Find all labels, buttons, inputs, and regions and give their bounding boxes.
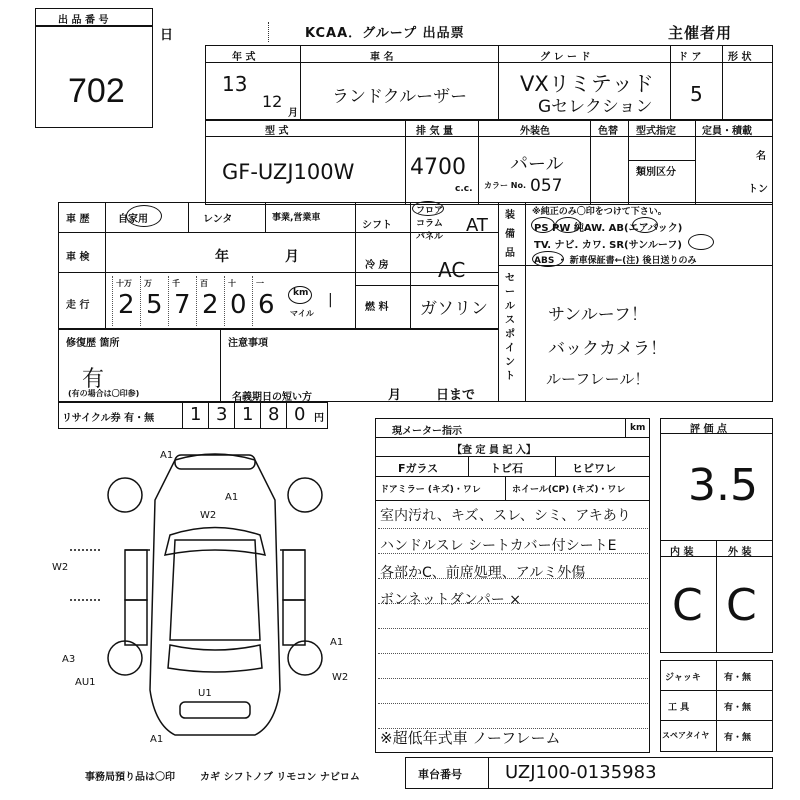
sales-point-3: ルーフレール！ — [546, 370, 650, 388]
chassis-value: UZJ100-0135983 — [505, 762, 657, 783]
tire-rear-right — [288, 641, 322, 675]
mileage-digit: 0 — [230, 290, 247, 320]
mileage-digit-label: 一 — [256, 279, 264, 288]
mark-2: A1 — [225, 492, 239, 503]
recycle-digit: 1 — [242, 404, 254, 425]
mileage-digit: 6 — [258, 290, 275, 320]
inspection-year: 年 — [215, 249, 229, 265]
shape-label: 形 状 — [728, 52, 752, 63]
recycle-digit: 3 — [216, 404, 228, 425]
mark-6: W2 — [332, 672, 349, 683]
evaluation-label: 評 価 点 — [690, 424, 727, 435]
mileage-digit: 2 — [202, 290, 219, 320]
stamp-char: 日 — [160, 28, 174, 43]
grade-label: グ レ ー ド — [540, 52, 591, 63]
note-line — [378, 528, 648, 529]
repair-note: (有の場合は〇印参) — [68, 389, 140, 398]
color-no-label: カラー No. — [484, 181, 527, 190]
repair-label: 修復歴 箇所 — [66, 338, 120, 349]
equipment-label: 装備品 — [505, 210, 515, 259]
note-line — [378, 628, 648, 629]
mileage-mile: マイル — [290, 309, 314, 318]
recycle-unit: 円 — [314, 413, 324, 424]
chassis-label: 車台番号 — [418, 768, 462, 781]
equipment-note: ※純正のみ〇印をつけて下さい。 — [532, 207, 667, 217]
recycle-label: リサイクル券 有・無 — [62, 413, 155, 424]
sales-point-2: バックカメラ！ — [548, 339, 667, 359]
door-left-front — [125, 550, 147, 600]
equipment-line3: ABS ・ 新車保証書←(注) 後日送りのみ — [534, 256, 697, 266]
inspection-label: 車 検 — [66, 252, 90, 263]
history-circle — [126, 205, 162, 227]
inspector-note-1: 室内汚れ、キズ、スレ、シミ、アキあり — [380, 508, 631, 524]
history-label: 車 歴 — [66, 214, 90, 225]
history-private: 自家用 — [118, 214, 148, 225]
office-items: カギ シフトノブ リモコン ナビロム — [200, 772, 360, 783]
car-name-label: 車 名 — [370, 52, 394, 63]
wheel: ホイール(CP) (キズ)・ワレ — [512, 485, 626, 495]
car-roof — [170, 540, 260, 640]
mileage-digit: 5 — [146, 290, 163, 320]
model-label: 型 式 — [265, 126, 289, 137]
mileage-digit-label: 千 — [172, 279, 180, 288]
inspector-note-4: ボンネットダンパー × — [380, 592, 521, 608]
mileage-digit-label: 十 — [228, 279, 236, 288]
tons-label: トン — [748, 184, 768, 195]
model-designation-label: 型式指定 — [636, 126, 676, 137]
expiry-day: 日まで — [436, 388, 476, 403]
inspector-note-3: 各部かC、前席処理、アルミ外傷 — [380, 565, 586, 581]
evaluation-score: 3.5 — [688, 460, 758, 511]
fuel-value: ガソリン — [420, 299, 488, 319]
history-rental: レンタ — [203, 214, 233, 225]
f-glass: Fガラス — [398, 462, 439, 475]
tire-front-right — [288, 478, 322, 512]
aircon-value: AC — [438, 258, 466, 282]
inspection-month: 月 — [285, 249, 299, 265]
shift-panel: パネル — [416, 232, 444, 242]
interior-label: 内 装 — [670, 547, 694, 558]
year-label: 年 式 — [232, 52, 256, 63]
organizer-label: 主催者用 — [668, 24, 733, 42]
windshield — [165, 528, 265, 556]
mileage-digit-label: 万 — [144, 279, 152, 288]
sales-points-label: セールスポイント — [505, 273, 515, 382]
door-right-rear — [283, 600, 305, 645]
history-business: 事業,営業車 — [272, 213, 321, 223]
grade-line2: Gセレクション — [538, 97, 653, 117]
fuel-label: 燃 料 — [365, 302, 389, 313]
lot-label: 出 品 番 号 — [58, 15, 109, 26]
displacement-label: 排 気 量 — [416, 126, 453, 137]
cc-unit: c.c. — [455, 184, 473, 194]
shift-floor-circle — [412, 201, 444, 216]
rear-bumper — [180, 702, 250, 718]
doors-value: 5 — [690, 82, 703, 106]
mark-3: W2 — [200, 510, 217, 521]
mark-4: W2 — [52, 562, 69, 573]
shift-label: シフト — [362, 220, 392, 231]
jack-label: ジャッキ — [665, 673, 701, 683]
mileage-digit-label: 十万 — [116, 279, 132, 288]
car-body-outline — [150, 454, 280, 735]
sales-point-1: サンルーフ！ — [548, 305, 648, 325]
mileage-km: km — [293, 288, 309, 298]
recycle-digit: 1 — [190, 404, 202, 425]
mark-9: U1 — [198, 688, 212, 699]
category-label: 類別区分 — [636, 167, 676, 178]
exterior-label: 外 装 — [728, 547, 752, 558]
tire-front-left — [108, 478, 142, 512]
persons-label: 名 — [756, 151, 766, 162]
mileage-label: 走 行 — [66, 300, 90, 311]
inspector-header: 【査 定 員 記 入】 — [452, 445, 536, 456]
mileage-digit: 7 — [174, 290, 191, 320]
car-damage-diagram — [40, 440, 370, 760]
doors-label: ド ア — [678, 52, 702, 63]
tools-yesno: 有・無 — [724, 703, 752, 713]
note-line — [378, 653, 648, 654]
form-title: KCAA．グループ 出品票 — [305, 26, 465, 41]
ext-color-value: パール — [510, 154, 564, 175]
remarks-label: 注意事項 — [228, 338, 268, 349]
inspector-note-2: ハンドルスレ シートカバー付シートE — [380, 538, 617, 554]
mileage-digit: 2 — [118, 290, 135, 320]
equipment-line1: PS PW 純AW. AB(エアバック) — [534, 223, 683, 234]
equipment-line2: TV. ナビ. カワ. SR(サンルーフ) — [534, 240, 682, 251]
capacity-label: 定員・積載 — [702, 126, 752, 137]
recycle-digit: 8 — [268, 404, 280, 425]
inspector-footer: ※超低年式車 ノーフレーム — [380, 729, 561, 747]
door-right-front — [283, 550, 305, 600]
spare-yesno: 有・無 — [724, 733, 752, 743]
tobiishi: トビ石 — [490, 462, 523, 475]
mark-10: A1 — [150, 734, 164, 745]
year-value: 13 — [222, 72, 248, 96]
tire-rear-left — [108, 641, 142, 675]
ext-color-label: 外装色 — [520, 126, 550, 137]
rear-window — [168, 645, 262, 672]
car-name-value: ランドクルーザー — [332, 87, 468, 107]
mark-8: AU1 — [75, 677, 96, 688]
meter-km: km — [630, 423, 646, 433]
mileage-digit-label: 百 — [200, 279, 208, 288]
jack-yesno: 有・無 — [724, 673, 752, 683]
recycle-digit: 0 — [294, 404, 306, 425]
door-left-rear — [125, 600, 147, 645]
shift-column: コラム — [416, 219, 443, 229]
mark-5: A1 — [330, 637, 344, 648]
month-unit: 月 — [288, 108, 298, 119]
interior-grade: C — [672, 580, 703, 631]
shift-floor: フロア — [416, 206, 444, 216]
mark-7: A3 — [62, 654, 76, 665]
repair-value: 有 — [82, 367, 105, 392]
expiry-month: 月 — [388, 388, 402, 403]
note-line — [378, 703, 648, 704]
mark-1: A1 — [160, 450, 174, 461]
door-mirror: ドアミラー (キズ)・ワレ — [380, 485, 481, 495]
month-value: 12 — [262, 92, 283, 111]
expiry-label: 名義期日の短い方 — [232, 392, 312, 403]
shift-value: AT — [466, 215, 488, 236]
spare-label: スペアタイヤ — [662, 731, 710, 740]
exterior-grade: C — [726, 580, 757, 631]
meter-label: 現メーター指示 — [392, 426, 462, 437]
displacement-value: 4700 — [410, 155, 466, 180]
lot-number: 702 — [68, 72, 125, 110]
hibiware: ヒビワレ — [572, 462, 616, 475]
model-value: GF-UZJ100W — [222, 160, 355, 184]
color-change-label: 色替 — [598, 126, 618, 137]
color-no-value: 057 — [530, 176, 563, 196]
tools-label: 工 具 — [668, 703, 690, 713]
grade-line1: VXリミテッド — [520, 72, 654, 96]
office-note: 事務局預り品は〇印 — [85, 772, 175, 783]
note-line — [378, 678, 648, 679]
aircon-label: 冷 房 — [365, 260, 389, 271]
